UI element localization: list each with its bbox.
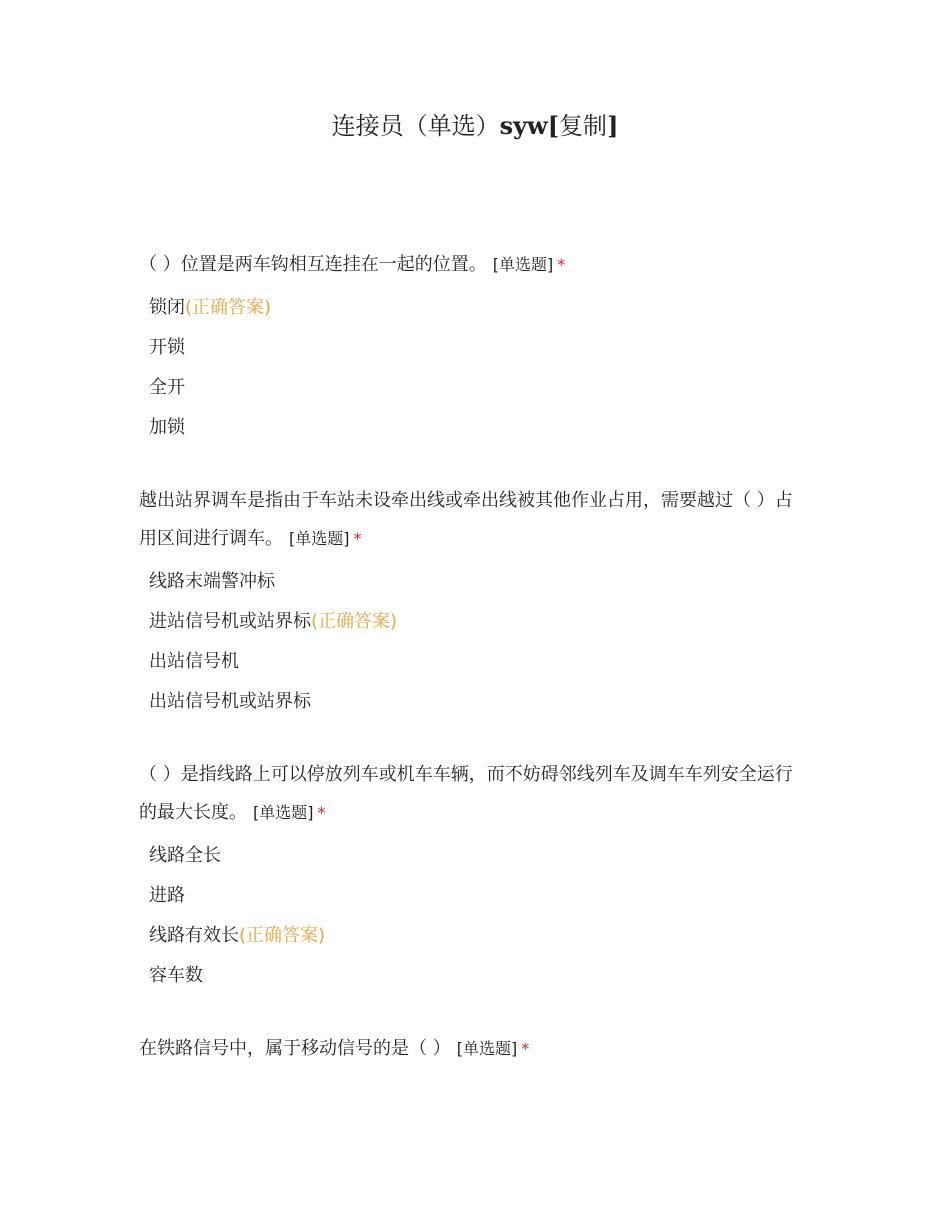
- option-item[interactable]: [139, 328, 809, 368]
- correct-answer-tag: (正确答案): [311, 611, 398, 632]
- question-text: [139, 1030, 809, 1068]
- option-label: 线路有效长: [149, 925, 239, 946]
- required-mark: *: [317, 803, 326, 822]
- option-item[interactable]: [139, 836, 809, 876]
- question-3: [139, 756, 809, 996]
- title-code: syw[: [499, 111, 560, 140]
- option-item[interactable]: [139, 562, 809, 602]
- option-list: [139, 836, 809, 996]
- option-label: 出站信号机: [149, 651, 239, 672]
- option-label: 线路全长: [149, 845, 221, 866]
- question-type-label: [单选题]: [253, 803, 314, 822]
- question-text: [139, 756, 809, 832]
- option-label: 锁闭: [149, 297, 185, 318]
- option-item[interactable]: [139, 876, 809, 916]
- required-mark: *: [353, 529, 362, 548]
- question-stem: （ ）是指线路上可以停放列车或机车车辆，而不妨碍邻线列车及调车车列安全运行的最大长度。: [139, 764, 793, 823]
- option-list: [139, 288, 809, 448]
- question-2: [139, 482, 809, 722]
- page-title: [0, 108, 950, 144]
- option-label: 开锁: [149, 337, 185, 358]
- question-spacer: [139, 448, 809, 482]
- option-label: 出站信号机或站界标: [149, 691, 311, 712]
- title-copy: 复制: [559, 112, 608, 140]
- option-label: 全开: [149, 377, 185, 398]
- option-item[interactable]: [139, 642, 809, 682]
- correct-answer-tag: (正确答案): [239, 925, 326, 946]
- question-stem: 在铁路信号中，属于移动信号的是（ ）: [139, 1038, 451, 1059]
- question-list: [139, 246, 809, 1068]
- option-label: 线路末端警冲标: [149, 571, 275, 592]
- option-list: [139, 562, 809, 722]
- option-item[interactable]: [139, 956, 809, 996]
- required-mark: *: [557, 255, 566, 274]
- question-text: [139, 246, 809, 284]
- question-stem: 越出站界调车是指由于车站未设牵出线或牵出线被其他作业占用，需要越过（ ）占用区间进行调车。: [139, 490, 793, 549]
- question-type-label: [单选题]: [289, 529, 350, 548]
- option-label: 容车数: [149, 965, 203, 986]
- question-4: [139, 1030, 809, 1068]
- question-1: [139, 246, 809, 448]
- question-type-label: [单选题]: [492, 255, 554, 274]
- required-mark: *: [521, 1039, 530, 1058]
- question-spacer: [139, 996, 809, 1030]
- option-item[interactable]: [139, 916, 809, 956]
- option-label: 进站信号机或站界标: [149, 611, 311, 632]
- question-stem: （ ）位置是两车钩相互连挂在一起的位置。: [139, 254, 487, 275]
- option-item[interactable]: [139, 682, 809, 722]
- question-text: [139, 482, 809, 558]
- option-label: 加锁: [149, 417, 185, 438]
- option-item[interactable]: [139, 602, 809, 642]
- question-type-label: [单选题]: [456, 1039, 518, 1058]
- option-item[interactable]: [139, 288, 809, 328]
- title-bracket: ]: [607, 111, 619, 140]
- option-label: 进路: [149, 885, 185, 906]
- option-item[interactable]: [139, 408, 809, 448]
- title-main: 连接员（单选）: [331, 112, 500, 140]
- correct-answer-tag: (正确答案): [185, 297, 272, 318]
- option-item[interactable]: [139, 368, 809, 408]
- question-spacer: [139, 722, 809, 756]
